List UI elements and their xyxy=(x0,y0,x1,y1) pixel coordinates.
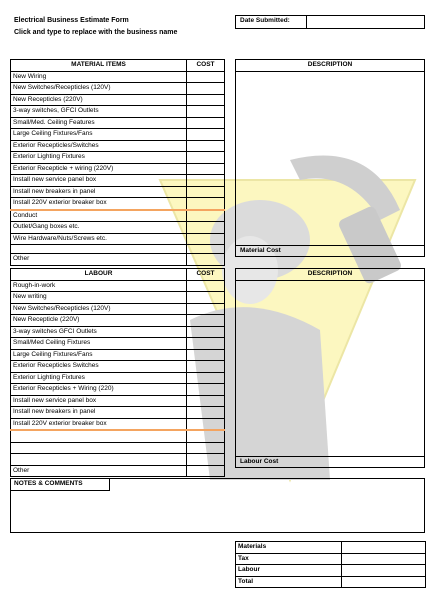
table-row xyxy=(11,83,225,95)
labour-item[interactable]: Small/Med Ceiling Fixtures xyxy=(11,338,187,350)
table-row xyxy=(11,129,225,141)
material-item[interactable]: New Switches/Recepticles (120V) xyxy=(11,83,187,95)
material-item[interactable]: Install 220V exterior breaker box xyxy=(11,198,187,210)
labour-item[interactable]: Exterior Lighting Fixtures xyxy=(11,372,187,384)
material-item[interactable]: Wire Hardware/Nuts/Screws etc. xyxy=(11,233,187,245)
materials-col-items: MATERIAL ITEMS xyxy=(11,60,187,72)
table-row xyxy=(11,233,225,245)
table-row xyxy=(11,430,225,442)
table-row xyxy=(11,186,225,198)
material-item[interactable]: Exterior Lighting Fixtures xyxy=(11,152,187,164)
labour-col-cost: COST xyxy=(187,269,225,281)
business-name-placeholder[interactable]: Click and type to replace with the business name xyxy=(14,29,178,36)
cost-cell[interactable] xyxy=(187,210,225,222)
materials-col-cost: COST xyxy=(187,60,225,72)
table-row xyxy=(11,407,225,419)
table-row xyxy=(11,245,225,254)
cost-cell[interactable] xyxy=(187,117,225,129)
blank-row[interactable] xyxy=(11,430,187,442)
materials-table xyxy=(10,59,225,266)
notes-box[interactable] xyxy=(10,478,425,533)
table-row xyxy=(11,372,225,384)
table-row xyxy=(11,210,225,222)
materials-description-box[interactable] xyxy=(235,59,425,257)
cost-cell[interactable] xyxy=(187,454,225,466)
table-row xyxy=(11,349,225,361)
other-label[interactable]: Other xyxy=(11,465,187,477)
labour-cost-label: Labour Cost xyxy=(240,458,279,465)
labour-item[interactable]: Exterior Recepticles + Wiring (220) xyxy=(11,384,187,396)
summary-value[interactable] xyxy=(342,553,426,565)
table-row xyxy=(11,140,225,152)
table-row xyxy=(11,303,225,315)
other-label[interactable]: Other xyxy=(11,254,187,266)
material-item[interactable]: 3-way switches, GFCI Outlets xyxy=(11,106,187,118)
cost-cell[interactable] xyxy=(187,361,225,373)
cost-cell[interactable] xyxy=(187,430,225,442)
table-row xyxy=(11,254,225,266)
table-row xyxy=(11,418,225,430)
cost-cell[interactable] xyxy=(187,129,225,141)
summary-value[interactable] xyxy=(342,565,426,577)
cost-cell[interactable] xyxy=(187,71,225,83)
cost-cell[interactable] xyxy=(187,407,225,419)
table-row xyxy=(11,152,225,164)
material-item[interactable]: Conduct xyxy=(11,210,187,222)
summary-label: Labour xyxy=(236,565,342,577)
table-row xyxy=(11,465,225,477)
summary-table xyxy=(235,541,426,588)
cost-cell[interactable] xyxy=(187,292,225,304)
material-cost-label: Material Cost xyxy=(240,247,281,254)
labour-item[interactable]: Install new service panel box xyxy=(11,395,187,407)
cost-cell[interactable] xyxy=(187,83,225,95)
cost-cell[interactable] xyxy=(187,233,225,245)
summary-value[interactable] xyxy=(342,576,426,588)
cost-cell[interactable] xyxy=(187,163,225,175)
cost-cell[interactable] xyxy=(187,326,225,338)
labour-item[interactable]: Install new breakers in panel xyxy=(11,407,187,419)
labour-table xyxy=(10,268,225,477)
table-row xyxy=(11,175,225,187)
material-item[interactable]: Small/Med. Ceiling Features xyxy=(11,117,187,129)
labour-item[interactable]: Exterior Recepticles Switches xyxy=(11,361,187,373)
cost-cell[interactable] xyxy=(187,175,225,187)
form-title: Electrical Business Estimate Form xyxy=(14,17,129,24)
materials-col-description: DESCRIPTION xyxy=(236,60,424,72)
labour-col-items: LABOUR xyxy=(11,269,187,281)
table-row xyxy=(11,106,225,118)
material-item[interactable]: Outlet/Gang boxes etc. xyxy=(11,222,187,234)
table-row xyxy=(236,576,426,588)
cost-cell[interactable] xyxy=(187,384,225,396)
labour-item[interactable]: New Switches/Recepticles (120V) xyxy=(11,303,187,315)
table-row xyxy=(236,542,426,554)
cost-cell[interactable] xyxy=(187,395,225,407)
table-row xyxy=(236,553,426,565)
blank-row[interactable] xyxy=(11,245,187,254)
summary-label: Total xyxy=(236,576,342,588)
table-row xyxy=(11,442,225,454)
material-item[interactable]: Install new service panel box xyxy=(11,175,187,187)
table-row xyxy=(236,565,426,577)
labour-item[interactable]: Rough-in-work xyxy=(11,280,187,292)
material-item[interactable]: Large Ceiling Fixtures/Fans xyxy=(11,129,187,141)
labour-item[interactable]: Large Ceiling Fixtures/Fans xyxy=(11,349,187,361)
material-item[interactable]: Exterior Recepticles/Switches xyxy=(11,140,187,152)
cost-cell[interactable] xyxy=(187,152,225,164)
table-row xyxy=(11,222,225,234)
cost-cell[interactable] xyxy=(187,106,225,118)
cost-cell[interactable] xyxy=(187,303,225,315)
table-row xyxy=(11,94,225,106)
table-row xyxy=(11,315,225,327)
cost-cell[interactable] xyxy=(187,222,225,234)
material-item[interactable]: Install new breakers in panel xyxy=(11,186,187,198)
summary-label: Materials xyxy=(236,542,342,554)
table-row xyxy=(11,338,225,350)
cost-cell[interactable] xyxy=(187,280,225,292)
cost-cell[interactable] xyxy=(187,315,225,327)
summary-label: Tax xyxy=(236,553,342,565)
table-row xyxy=(11,384,225,396)
cost-cell[interactable] xyxy=(187,372,225,384)
labour-item[interactable]: Install 220V exterior breaker box xyxy=(11,418,187,430)
cost-cell[interactable] xyxy=(187,186,225,198)
cost-cell[interactable] xyxy=(187,442,225,454)
cost-cell[interactable] xyxy=(187,245,225,254)
cost-cell[interactable] xyxy=(187,418,225,430)
cost-cell[interactable] xyxy=(187,140,225,152)
date-submitted-label: Date Submitted: xyxy=(240,17,290,24)
table-row xyxy=(11,280,225,292)
date-submitted-field[interactable] xyxy=(307,16,424,28)
table-row xyxy=(11,198,225,210)
blank-row[interactable] xyxy=(11,442,187,454)
labour-item[interactable]: New writing xyxy=(11,292,187,304)
labour-item[interactable]: New Recepticle (220V) xyxy=(11,315,187,327)
material-item[interactable]: New Wiring xyxy=(11,71,187,83)
summary-value[interactable] xyxy=(342,542,426,554)
table-row xyxy=(11,117,225,129)
blank-row[interactable] xyxy=(11,454,187,466)
cost-cell[interactable] xyxy=(187,254,225,266)
table-row xyxy=(11,292,225,304)
table-row xyxy=(11,361,225,373)
date-submitted-box xyxy=(235,15,425,29)
cost-cell[interactable] xyxy=(187,338,225,350)
cost-cell[interactable] xyxy=(187,198,225,210)
material-item[interactable]: New Recepticles (220V) xyxy=(11,94,187,106)
labour-col-description: DESCRIPTION xyxy=(236,269,424,281)
table-row xyxy=(11,326,225,338)
cost-cell[interactable] xyxy=(187,465,225,477)
table-row xyxy=(11,71,225,83)
cost-cell[interactable] xyxy=(187,349,225,361)
table-row xyxy=(11,163,225,175)
cost-cell[interactable] xyxy=(187,94,225,106)
notes-label: NOTES & COMMENTS xyxy=(14,480,83,487)
labour-description-box[interactable] xyxy=(235,268,425,468)
labour-item[interactable]: 3-way switches GFCI Outlets xyxy=(11,326,187,338)
table-row xyxy=(11,454,225,466)
material-item[interactable]: Exterior Recepticle + wiring (220V) xyxy=(11,163,187,175)
table-row xyxy=(11,395,225,407)
